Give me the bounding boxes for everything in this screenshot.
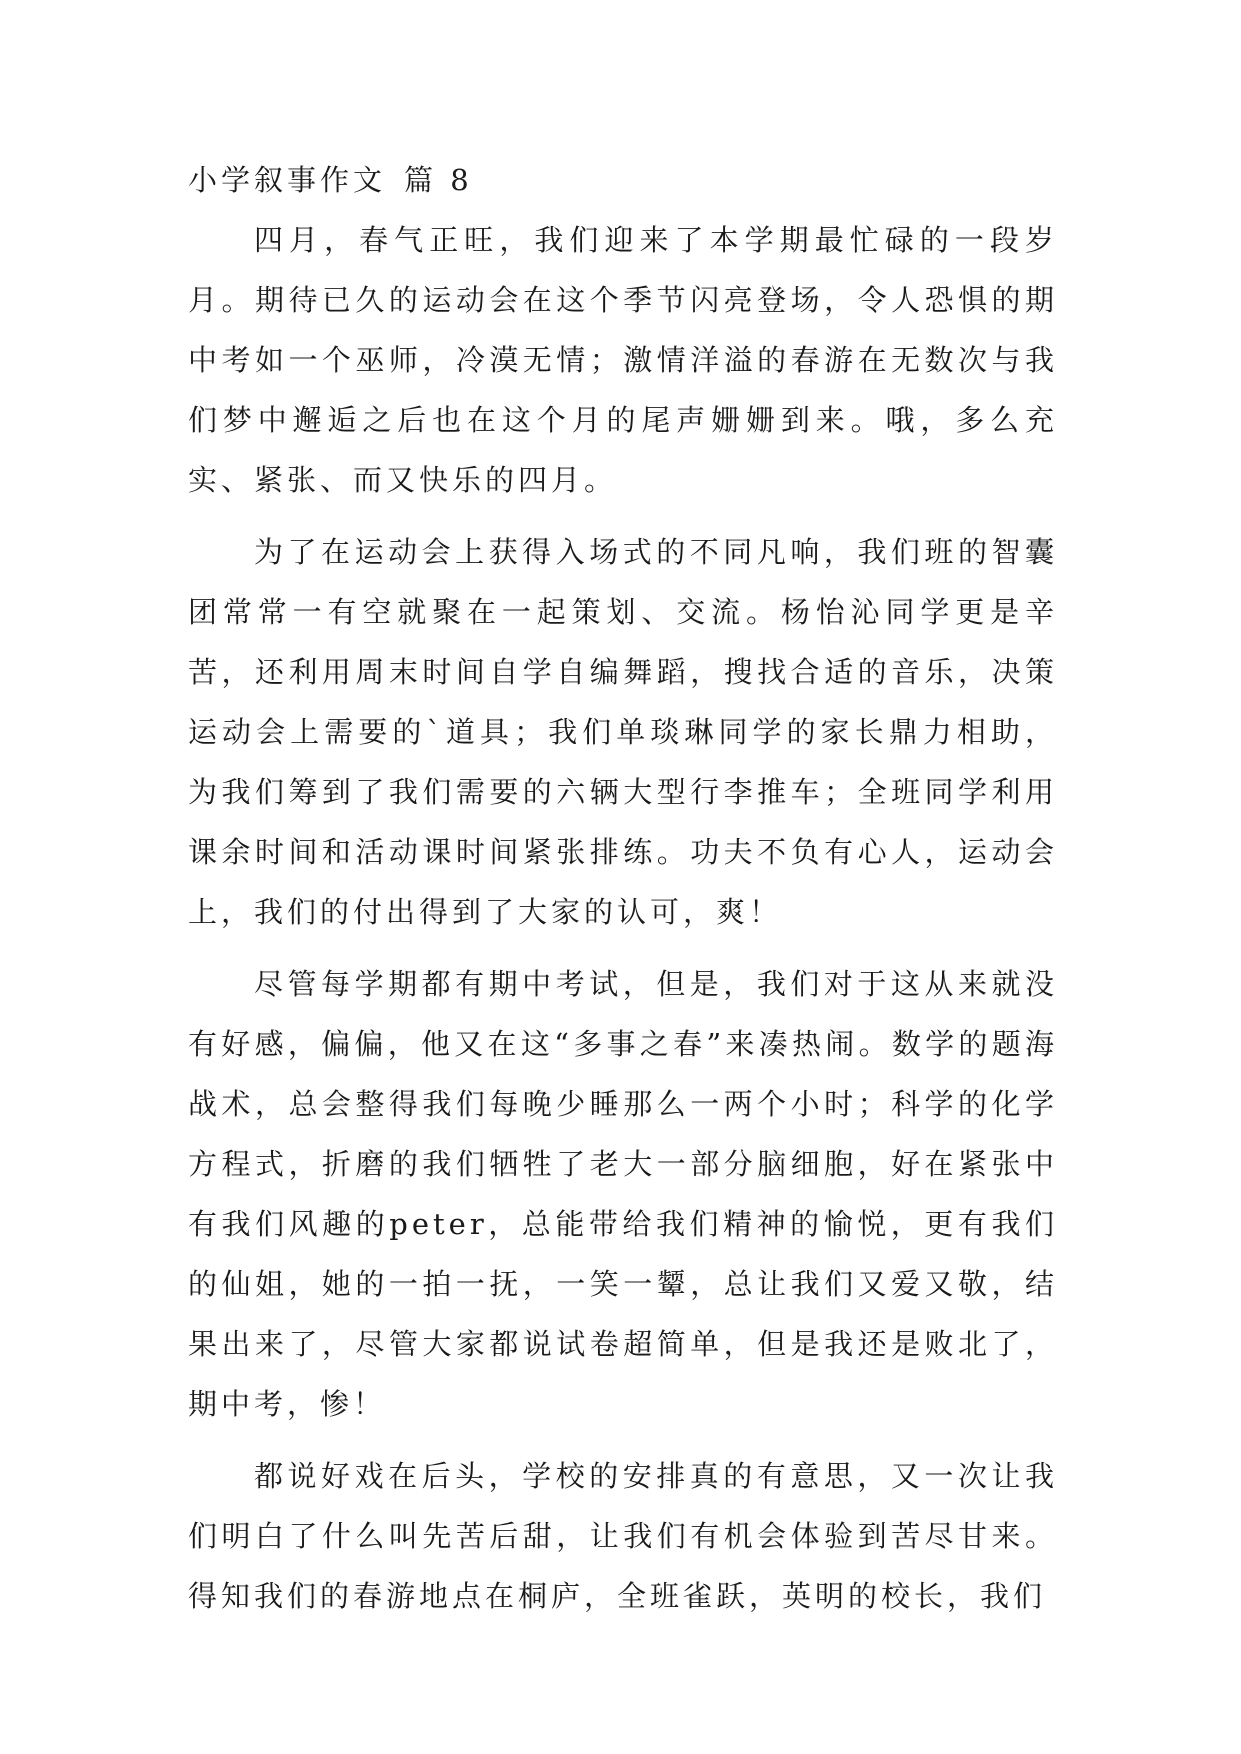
document-body (188, 160, 1058, 1626)
title-text: 小学叙事作文 (188, 163, 387, 197)
paragraph-3: 尽管每学期都有期中考试，但是，我们对于这从来就没有好感，偏偏，他又在这“多事之春”来凑热闹。数学的题海战术，总会整得我们每晚少睡那么一两个小时；科学的化学方程式，折磨的我们牺牲了老大一部分脑细胞，好在紧张中有我们风趣的peter，总能带给我们精神的愉悦，更有我们的仙姐，她的一拍一抚，一笑一颦，总让我们又爱又敬，结果出来了，尽管大家都说试卷超简单，但是我还是败北了，期中考，惨！ (188, 967, 1058, 1421)
section-label: 篇 8 (404, 163, 473, 197)
paragraph-1: 四月，春气正旺，我们迎来了本学期最忙碌的一段岁月。期待已久的运动会在这个季节闪亮登场，令人恐惧的期中考如一个巫师，冷漠无情；激情洋溢的春游在无数次与我们梦中邂逅之后也在这个月的尾声姗姗到来。哦，多么充实、紧张、而又快乐的四月。 (188, 223, 1058, 497)
paragraph-4: 都说好戏在后头，学校的安排真的有意思，又一次让我们明白了什么叫先苦后甜，让我们有机会体验到苦尽甘来。得知我们的春游地点在桐庐，全班雀跃，英明的校长，我们 (188, 1459, 1058, 1613)
document-title (188, 160, 1058, 200)
paragraph-2: 为了在运动会上获得入场式的不同凡响，我们班的智囊团常常一有空就聚在一起策划、交流。杨怡沁同学更是辛苦，还利用周末时间自学自编舞蹈，搜找合适的音乐，决策运动会上需要的`道具；我们单琰琳同学的家长鼎力相助，为我们筹到了我们需要的六辆大型行李推车；全班同学利用课余时间和活动课时间紧张排练。功夫不负有心人，运动会上，我们的付出得到了大家的认可，爽！ (188, 535, 1058, 929)
